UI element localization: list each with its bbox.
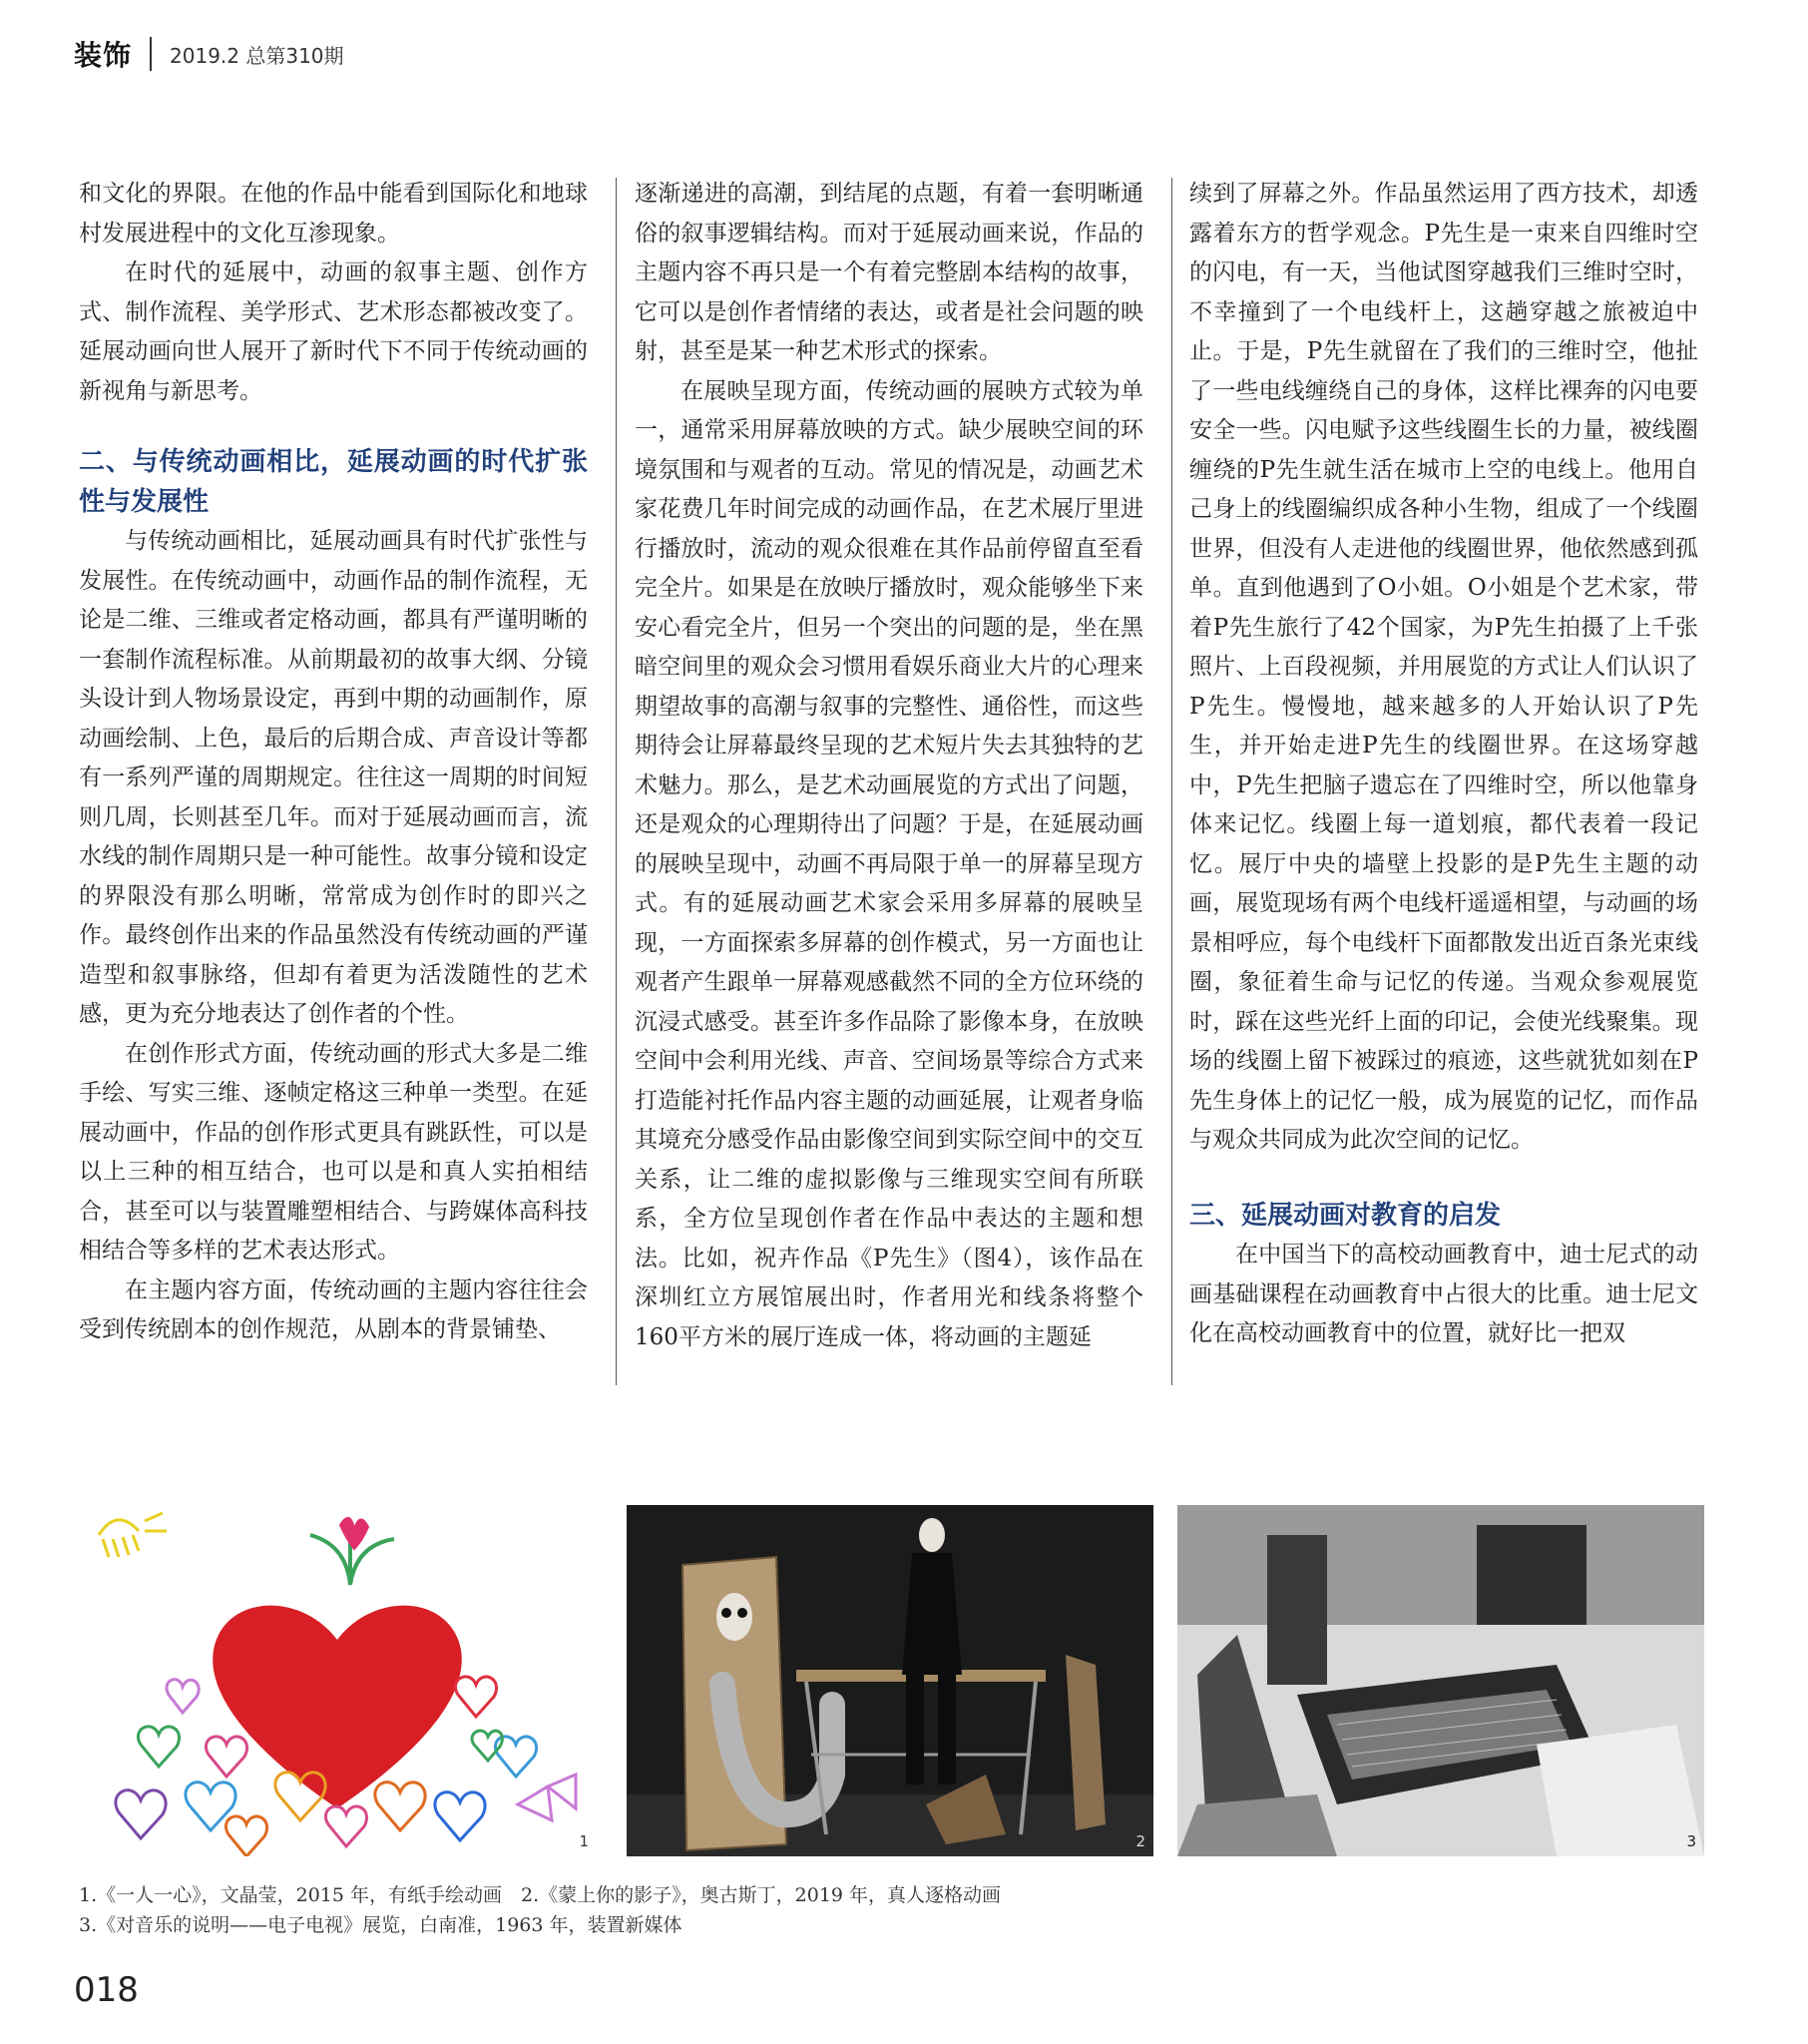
stage-illustration [627, 1505, 1153, 1856]
body-paragraph: 和文化的界限。在他的作品中能看到国际化和地球村发展进程中的文化互渗现象。 [79, 181, 588, 247]
body-paragraph: 在主题内容方面，传统动画的主题内容往往会受到传统剧本的创作规范，从剧本的背景铺垫、 [79, 1277, 588, 1342]
hearts-illustration [79, 1505, 597, 1856]
caption-line: 1.《一人一心》，文晶莹，2015 年，有纸手绘动画 2.《蒙上你的影子》，奥古斯丁，2019 年，真人逐格动画 [79, 1884, 1002, 1906]
page-number: 018 [74, 1970, 139, 2010]
body-paragraph: 续到了屏幕之外。作品虽然运用了西方技术，却透露着东方的哲学观念。P先生是一束来自四维时空的闪电，有一天，当他试图穿越我们三维时空时，不幸撞到了一个电线杆上，这趟穿越之旅被迫中止。于是，P先生就留在了我们的三维时空，他扯了一些电线缠绕自己的身体，这样比裸奔的闪电要安全一些。闪电赋予这些线圈生长的力量，被线圈缠绕的P先生就生活在城市上空的电线上。他用自己身上的线圈编织成各种小生物，组成了一个线圈世界，但没有人走进他的线圈世界，他依然感到孤单。直到他遇到了O小姐。O小姐是个艺术家，带着P先生旅行了42个国家，为P先生拍摄了上千张照片、上百段视频，并用展览的方式让人们认识了P先生。慢慢地，越来越多的人开始认识了P先生，并开始走进P先生的线圈世界。在这场穿越中，P先生把脑子遗忘在了四维时空，所以他靠身体来记忆。线圈上每一道划痕，都代表着一段记忆。展厅中央的墙壁上投影的是P先生主题的动画，展览现场有两个电线杆遥遥相望，与动画的场景相呼应，每个电线杆下面都散发出近百条光束线圈，象征着生命与记忆的传递。当观众参观展览时，踩在这些光纤上面的印记，会使光线聚集。现场的线圈上留下被踩过的痕迹，这些就犹如刻在P先生身体上的记忆一般，成为展览的记忆，而作品与观众共同成为此次空间的记忆。 [1189, 181, 1698, 1153]
column-divider [1171, 178, 1172, 1385]
text-column-1 [79, 175, 588, 1350]
exhibition-illustration [1177, 1505, 1704, 1856]
figure-number: 2 [1135, 1832, 1145, 1850]
performer-body [902, 1553, 962, 1675]
magazine-logo: 装饰 [74, 39, 133, 72]
body-paragraph: 在创作形式方面，传统动画的形式大多是二维手绘、写实三维、逐帧定格这三种单一类型。在延展动画中，作品的创作形式更具有跳跃性，可以是以上三种的相互结合，也可以是和真人实拍相结合，甚至可以与装置雕塑相结合、与跨媒体高科技相结合等多样的艺术表达形式。 [79, 1040, 588, 1264]
figure-exhibition-photo [1177, 1505, 1704, 1856]
caption-line: 3.《对音乐的说明——电子电视》展览，白南准，1963 年，装置新媒体 [79, 1914, 682, 1936]
puppet-face [716, 1593, 752, 1641]
figure-number: 1 [579, 1832, 589, 1850]
section-heading: 三、延展动画对教育的启发 [1189, 1200, 1502, 1231]
body-paragraph: 在时代的延展中，动画的叙事主题、创作方式、制作流程、美学形式、艺术形态都被改变了。延展动画向世人展开了新时代下不同于传统动画的新视角与新思考。 [79, 259, 588, 404]
section-heading: 二、与传统动画相比，延展动画的时代扩张性与发展性 [79, 447, 588, 517]
text-column-2 [635, 175, 1143, 1357]
text-column-3 [1189, 175, 1698, 1354]
figure-captions [79, 1880, 1001, 1940]
performer-mask [919, 1518, 945, 1552]
body-paragraph: 在展映呈现方面，传统动画的展映方式较为单一，通常采用屏幕放映的方式。缺少展映空间的环境氛围和与观者的互动。常见的情况是，动画艺术家花费几年时间完成的动画作品，在艺术展厅里进行播放时，流动的观众很难在其作品前停留直至看完全片。如果是在放映厅播放时，观众能够坐下来安心看完全片，但另一个突出的问题的是，坐在黑暗空间里的观众会习惯用看娱乐商业大片的心理来期望故事的高潮与叙事的完整性、通俗性，而这些期待会让屏幕最终呈现的艺术短片失去其独特的艺术魅力。那么，是艺术动画展览的方式出了问题，还是观众的心理期待出了问题？于是，在延展动画的展映呈现中，动画不再局限于单一的屏幕呈现方式。有的延展动画艺术家会采用多屏幕的展映呈现，一方面探索多屏幕的创作模式，另一方面也让观者产生跟单一屏幕观感截然不同的全方位环绕的沉浸式感受。甚至许多作品除了影像本身，在放映空间中会利用光线、声音、空间场景等综合方式来打造能衬托作品内容主题的动画延展，让观者身临其境充分感受作品由影像空间到实际空间中的交互关系，让二维的虚拟影像与三维现实空间有所联系，全方位呈现创作者在作品中表达的主题和想法。比如，祝卉作品《P先生》（图4），该作品在深圳红立方展馆展出时，作者用光和线条将整个160平方米的展厅连成一体，将动画的主题延 [635, 377, 1143, 1350]
page-header [74, 34, 344, 74]
upright-piano [1477, 1525, 1586, 1625]
big-red-heart [213, 1606, 462, 1808]
figure-number: 3 [1686, 1832, 1696, 1850]
issue-info: 2019.2 总第310期 [170, 43, 344, 68]
figure-stage-photo [627, 1505, 1153, 1856]
column-divider [616, 178, 617, 1385]
body-paragraph: 逐渐递进的高潮，到结尾的点题，有着一套明晰通俗的叙事逻辑结构。而对于延展动画来说，作品的主题内容不再只是一个有着完整剧本结构的故事，它可以是创作者情绪的表达，或者是社会问题的映射，甚至是某一种艺术形式的探索。 [635, 181, 1143, 364]
sprout-doodle [310, 1518, 394, 1585]
sun-doodle [99, 1513, 167, 1557]
header-divider [150, 37, 152, 71]
body-paragraph: 与传统动画相比，延展动画具有时代扩张性与发展性。在传统动画中，动画作品的制作流程，无论是二维、三维或者定格动画，都具有严谨明晰的一套制作流程标准。从前期最初的故事大纲、分镜头设计到人物场景设定，再到中期的动画制作，原动画绘制、上色，最后的后期合成、声音设计等都有一系列严谨的周期规定。往往这一周期的时间短则几周，长则甚至几年。而对于延展动画而言，流水线的制作周期只是一种可能性。故事分镜和设定的界限没有那么明晰，常常成为创作时的即兴之作。最终创作出来的作品虽然没有传统动画的严谨造型和叙事脉络，但却有着更为活泼随性的艺术感，更为充分地表达了创作者的个性。 [79, 528, 588, 1027]
body-paragraph: 在中国当下的高校动画教育中，迪士尼式的动画基础课程在动画教育中占很大的比重。迪士尼文化在高校动画教育中的位置，就好比一把双 [1189, 1242, 1698, 1346]
figure-hearts-drawing [79, 1505, 597, 1856]
